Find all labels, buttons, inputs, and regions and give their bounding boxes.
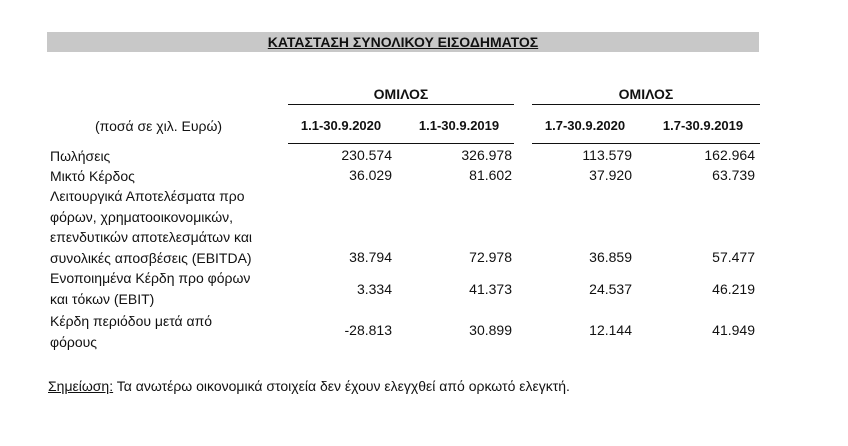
footnote-label: Σημείωση: <box>48 378 114 394</box>
table-cell: 72.978 <box>469 249 512 265</box>
table-cell: 41.373 <box>469 281 512 297</box>
row-label-sales <box>50 146 110 167</box>
table-cell: 63.739 <box>712 167 755 183</box>
table-cell: 12.144 <box>589 322 632 338</box>
row-label-line: Μικτό Κέρδος <box>50 168 135 184</box>
table-cell: 30.899 <box>469 322 512 338</box>
row-label-line: Κέρδη περιόδου μετά από <box>50 313 213 329</box>
period-header-2: 1.1-30.9.2019 <box>418 118 500 133</box>
row-label-ebitda <box>50 186 252 268</box>
table-cell: 36.859 <box>589 249 632 265</box>
group-header-2: ΟΜΙΛΟΣ <box>618 86 674 102</box>
period-header-3: 1.7-30.9.2020 <box>544 118 626 133</box>
table-cell: 81.602 <box>469 167 512 183</box>
header-underline-2 <box>532 143 760 144</box>
row-label-ebit <box>50 268 250 309</box>
page-title: ΚΑΤΑΣΤΑΣΗ ΣΥΝΟΛΙΚΟΥ ΕΙΣΟΔΗΜΑΤΟΣ <box>267 34 539 50</box>
title-bar <box>47 32 759 52</box>
footnote-text: Τα ανωτέρω οικονομικά στοιχεία δεν έχουν ελεγχθεί από ορκωτό ελεγκτή. <box>113 378 570 394</box>
table-cell: 46.219 <box>712 281 755 297</box>
row-label-gross-profit <box>50 166 135 187</box>
table-cell: 326.978 <box>461 147 512 163</box>
table-cell: 57.477 <box>712 249 755 265</box>
row-label-line: Λειτουργικά Αποτελέσματα προ <box>50 188 245 204</box>
row-label-line: φόρους <box>50 333 98 350</box>
table-cell: 36.029 <box>349 167 392 183</box>
row-label-net-profit <box>50 311 212 352</box>
row-label-line: Πωλήσεις <box>50 148 111 164</box>
unit-label: (ποσά σε χιλ. Ευρώ) <box>95 118 223 134</box>
table-cell: 38.794 <box>349 249 392 265</box>
table-cell: 24.537 <box>589 281 632 297</box>
table-cell: 3.334 <box>356 281 392 297</box>
period-header-1: 1.1-30.9.2020 <box>300 118 382 133</box>
table-cell: 113.579 <box>582 147 632 163</box>
row-label-line: και τόκων (EBIT) <box>50 290 155 307</box>
footnote <box>48 378 570 394</box>
table-cell: 162.964 <box>704 147 755 163</box>
table-cell: 37.920 <box>589 167 632 183</box>
group-header-1: ΟΜΙΛΟΣ <box>373 86 429 102</box>
row-label-line: Ενοποιημένα Κέρδη προ φόρων <box>50 270 251 286</box>
table-cell: 230.574 <box>341 147 392 163</box>
row-label-line: φόρων, χρηματοοικονομικών, <box>50 208 234 225</box>
group-underline-1 <box>288 104 514 105</box>
period-header-4: 1.7-30.9.2019 <box>662 118 744 133</box>
header-underline-1 <box>288 143 514 144</box>
table-cell: -28.813 <box>344 322 392 338</box>
row-label-line: συνολικές αποσβέσεις (EBITDA) <box>50 249 252 266</box>
row-label-line: επενδυτικών αποτελεσμάτων και <box>50 229 253 245</box>
group-underline-2 <box>532 104 760 105</box>
table-cell: 41.949 <box>712 322 755 338</box>
